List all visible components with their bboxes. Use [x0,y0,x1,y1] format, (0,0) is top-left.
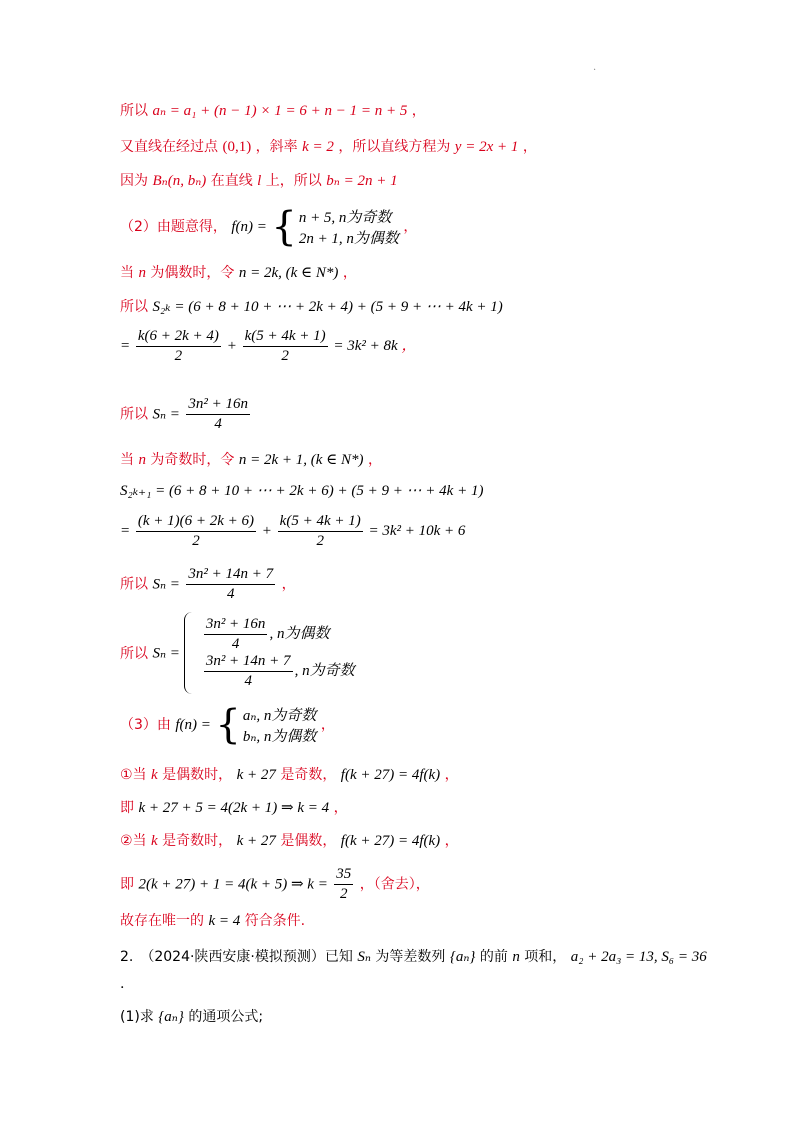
text: ②当 [120,833,147,849]
text: 上，所以 [265,173,322,189]
text: 是偶数， [280,833,337,849]
text: 是偶数时， [162,767,233,783]
text: 为偶数时，令 [150,265,235,281]
math: n [138,265,146,281]
text: 的通项公式; [188,1009,264,1025]
brace: { [215,702,241,748]
case [202,616,355,653]
text: ， [367,452,382,468]
text: ， [342,265,357,281]
text: 因为 [120,173,148,189]
text: ， [281,576,296,593]
math: f(k + 27) = 4f(k) [340,767,441,783]
fraction [334,866,353,903]
fraction [136,328,221,365]
math: n [512,949,520,965]
text: (1)求 [120,1009,154,1025]
math: aₙ = a₁ + (n − 1) × 1 = 6 + n − 1 = n + 5 [152,103,408,119]
numerator: (k + 1)(6 + 2k + 6) [136,513,256,532]
brace: { [271,204,297,250]
text: ，所以直线方程为 [338,139,451,155]
text: ，斜率 [255,139,298,155]
text: ， [333,800,348,816]
question-2-part-1 [120,1006,263,1026]
denominator: 2 [174,348,183,364]
text: 所以 [120,103,148,119]
text: 当 [120,452,134,468]
case-tail: , n为偶数 [269,625,330,642]
text: 为等差数列 [375,949,446,965]
text: 所以 [120,406,148,423]
line-19 [120,910,305,930]
brace [184,612,193,694]
line-7: = $\frac{k(6 + 2k + 4)}{2}$ + $\frac{k(5 + 4k + 1)}{2}$ = 3k² + 8k ， [120,328,417,364]
line-17 [120,830,459,850]
text: 项和， [524,949,567,965]
line-12 [120,566,296,603]
math: bₙ = 2n + 1 [326,173,398,189]
text: （2）由题意得， [120,219,227,235]
line-4 [120,206,417,248]
text: 所以 [120,576,148,593]
text: 所以 [120,646,148,662]
question-2 [120,946,707,966]
text: 是奇数时， [162,833,233,849]
math: y = 2x + 1 [454,139,519,155]
numerator: k(6 + 2k + 4) [136,328,221,347]
line-10: S₂ₖ₊₁ = (6 + 8 + 10 + ⋯ + 2k + 6) + (5 + 9 + ⋯ + 4k + 1) [120,483,484,499]
math: f(n) = [175,717,211,733]
text: 在直线 [210,173,253,189]
text: 又直线在经过点 [120,139,218,155]
math: = 3k² + 8k [333,337,398,354]
math: k = 2 [302,139,334,155]
fraction [243,328,328,365]
math: n = 2k, (k ∈ N*) [238,265,339,281]
math: Sₙ = [152,406,180,423]
math: k + 27 [236,767,276,783]
math: 2(k + 27) + 1 = 4(k + 5) ⇒ k = [138,876,328,893]
line-8 [120,396,252,433]
math: Bₙ(n, bₙ) [152,173,207,189]
math: S₂ₖ = (6 + 8 + 10 + ⋯ + 2k + 4) + (5 + 9 + ⋯ + 4k + 1) [152,299,503,315]
math: n = 2k + 1, (k ∈ N*) [238,452,364,468]
line-3 [120,170,398,190]
denominator: 2 [281,348,289,364]
numerator: 3n² + 16n [204,616,268,635]
text: 即 [120,876,134,893]
text: ， [320,717,335,733]
text: ，（舍去）， [359,876,430,893]
numerator: k(5 + 4k + 1) [243,328,328,347]
case [202,653,355,690]
line-13 [120,612,355,694]
text: ， [411,103,426,119]
numerator: k(5 + 4k + 1) [278,513,363,532]
math: a₂ + 2a₃ = 13, S₆ = 36 [570,949,707,965]
line-14 [120,704,335,746]
math: n [138,452,146,468]
fraction [186,396,250,433]
denominator: 2 [316,533,324,549]
numerator: 3n² + 14n + 7 [186,566,275,585]
text: 符合条件. [244,913,306,929]
math: (0,1) [222,139,252,155]
text: 为奇数时，令 [150,452,235,468]
case: aₙ, n为奇数 [242,708,317,724]
line-15 [120,764,459,784]
fraction [186,566,275,603]
numerator: 35 [334,866,353,885]
text: 即 [120,800,134,816]
math: Sₙ [357,949,371,965]
line-9 [120,449,382,469]
denominator: 4 [231,636,240,652]
math: f(n) = [231,219,267,235]
piecewise [202,616,355,690]
math: k + 27 [236,833,276,849]
math: f(k + 27) = 4f(k) [340,833,441,849]
line-18 [120,866,430,903]
case: 2n + 1, n为偶数 [298,231,399,247]
line-11: = $\frac{(k + 1)(6 + 2k + 6)}{2}$ + $\frac{k(5 + 4k + 1)}{2}$ = 3k² + 10k + 6 [120,513,466,549]
denominator: 2 [192,533,200,549]
math: k = 4 [208,913,241,929]
fraction [204,653,293,690]
case: n + 5, n为奇数 [298,210,392,226]
page-dot: . [593,62,597,73]
question-2-dot: . [120,976,125,992]
piecewise [215,704,316,746]
numerator: 3n² + 14n + 7 [204,653,293,672]
text: ， [403,219,418,235]
line-16 [120,797,348,817]
math: k [151,833,158,849]
text: ， [522,139,537,155]
text: ， [401,335,417,354]
math: {aₙ} [449,949,476,965]
text: 2. （2024·陕西安康·模拟预测）已知 [120,949,353,965]
math: = 3k² + 10k + 6 [368,522,466,539]
denominator: 4 [226,586,235,602]
line-5 [120,262,357,282]
text: 当 [120,265,134,281]
text: 是奇数， [280,767,337,783]
denominator: 4 [244,673,252,689]
piecewise [271,206,399,248]
math: Sₙ = [152,576,180,593]
math: Sₙ = [152,645,180,662]
text: ①当 [120,767,147,783]
case: bₙ, n为偶数 [242,729,317,745]
text: ， [444,833,459,849]
math: {aₙ} [158,1009,184,1025]
math: l [257,173,262,189]
line-2 [120,136,537,156]
text: （3）由 [120,717,171,733]
math: k [151,767,158,783]
denominator: 4 [214,416,222,432]
fraction [136,513,256,550]
fraction [204,616,268,653]
fraction [278,513,363,550]
line-6 [120,296,503,316]
case-tail: , n为奇数 [294,662,355,679]
math: k + 27 + 5 = 4(2k + 1) ⇒ k = 4 [138,800,330,816]
text: 的前 [479,949,508,965]
line-1 [120,100,426,120]
text: ， [444,767,459,783]
text: 故存在唯一的 [120,913,204,929]
denominator: 2 [340,886,348,902]
numerator: 3n² + 16n [186,396,250,415]
text: 所以 [120,299,148,315]
